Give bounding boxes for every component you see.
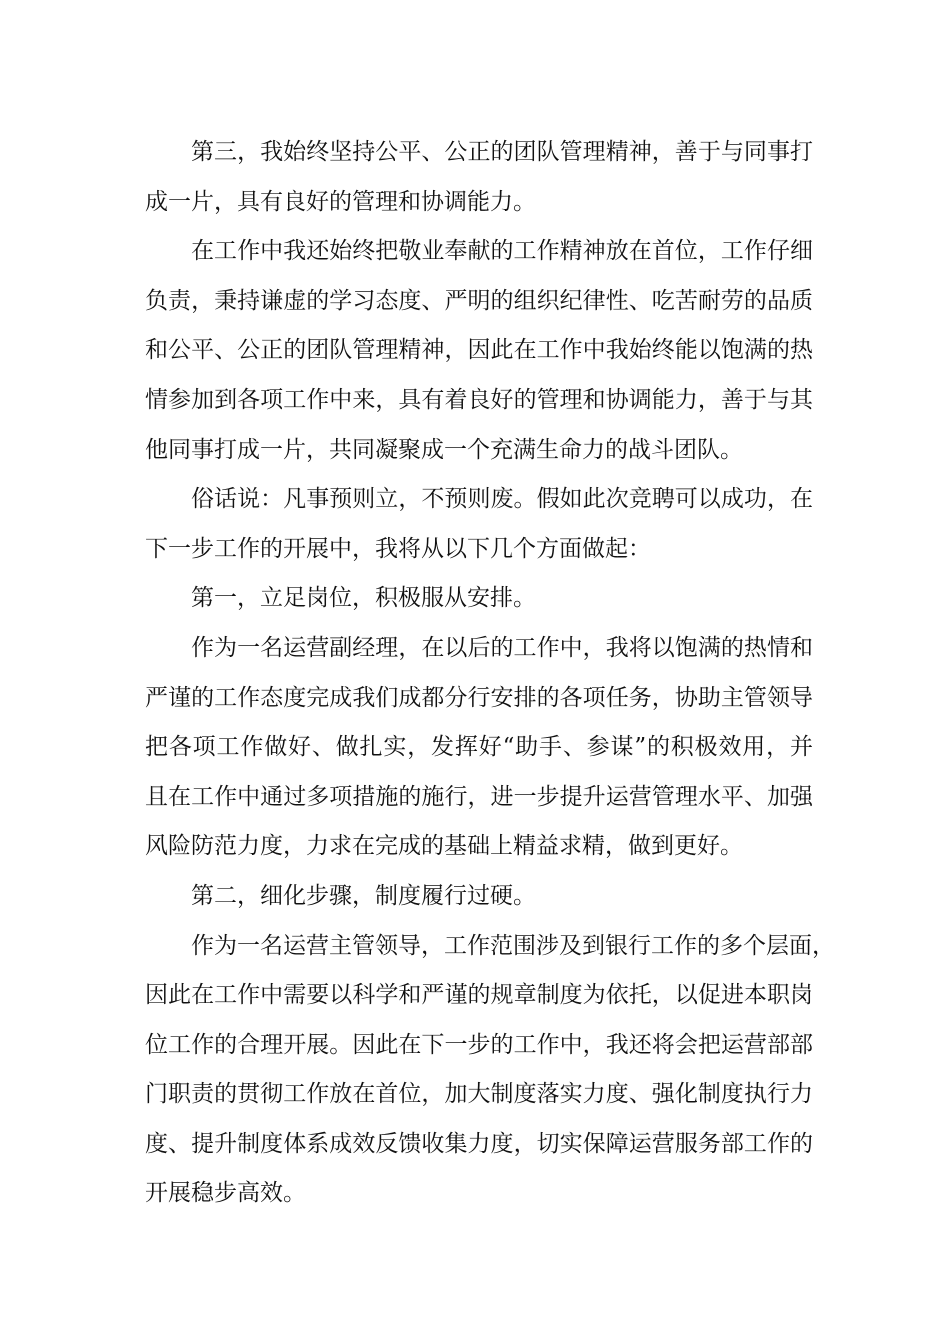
paragraph-line: 第三，我始终坚持公平、公正的团队管理精神，善于与同事打: [191, 139, 813, 165]
document-body: [145, 128, 835, 1219]
paragraph-line: 第二，细化步骤，制度履行过硬。: [191, 882, 536, 909]
paragraph-line: 度、提升制度体系成效反馈收集力度，切实保障运营服务部工作的: [145, 1130, 813, 1157]
paragraph-line: 俗话说：凡事预则立，不预则废。假如此次竞聘可以成功，在: [191, 486, 813, 513]
paragraph-line: 情参加到各项工作中来，具有着良好的管理和协调能力，善于与其: [145, 386, 813, 413]
paragraph-line: 和公平、公正的团队管理精神，因此在工作中我始终能以饱满的热: [145, 337, 813, 364]
paragraph-line: 第一，立足岗位，积极服从安排。: [191, 585, 536, 612]
paragraph-line: 且在工作中通过多项措施的施行，进一步提升运营管理水平、加强: [145, 783, 813, 810]
paragraph-line: 作为一名运营副经理，在以后的工作中，我将以饱满的热情和: [191, 634, 813, 661]
paragraph-line: 把各项工作做好、做扎实，发挥好“助手、参谋”的积极效用，并: [145, 734, 813, 761]
paragraph-line: 他同事打成一片，共同凝聚成一个充满生命力的战斗团队。: [145, 436, 743, 463]
paragraph-line: 成一片，具有良好的管理和协调能力。: [145, 188, 536, 215]
paragraph-line: 下一步工作的开展中，我将从以下几个方面做起：: [145, 535, 651, 562]
paragraph-line: 风险防范力度，力求在完成的基础上精益求精，做到更好。: [145, 833, 743, 860]
paragraph-line: 负责，秉持谦虚的学习态度、严明的组织纪律性、吃苦耐劳的品质: [145, 287, 813, 314]
paragraph-line: 开展稳步高效。: [145, 1180, 306, 1207]
paragraph-line: 因此在工作中需要以科学和严谨的规章制度为依托，以促进本职岗: [145, 982, 813, 1009]
paragraph-line: 在工作中我还始终把敬业奉献的工作精神放在首位，工作仔细: [191, 238, 813, 265]
paragraph-line: 位工作的合理开展。因此在下一步的工作中，我还将会把运营部部: [145, 1031, 813, 1058]
paragraph-line: 作为一名运营主管领导，工作范围涉及到银行工作的多个层面，: [191, 932, 835, 959]
paragraph-line: 门职责的贯彻工作放在首位，加大制度落实力度、强化制度执行力: [145, 1081, 813, 1108]
paragraph-line: 严谨的工作态度完成我们成都分行安排的各项任务，协助主管领导: [145, 684, 813, 711]
